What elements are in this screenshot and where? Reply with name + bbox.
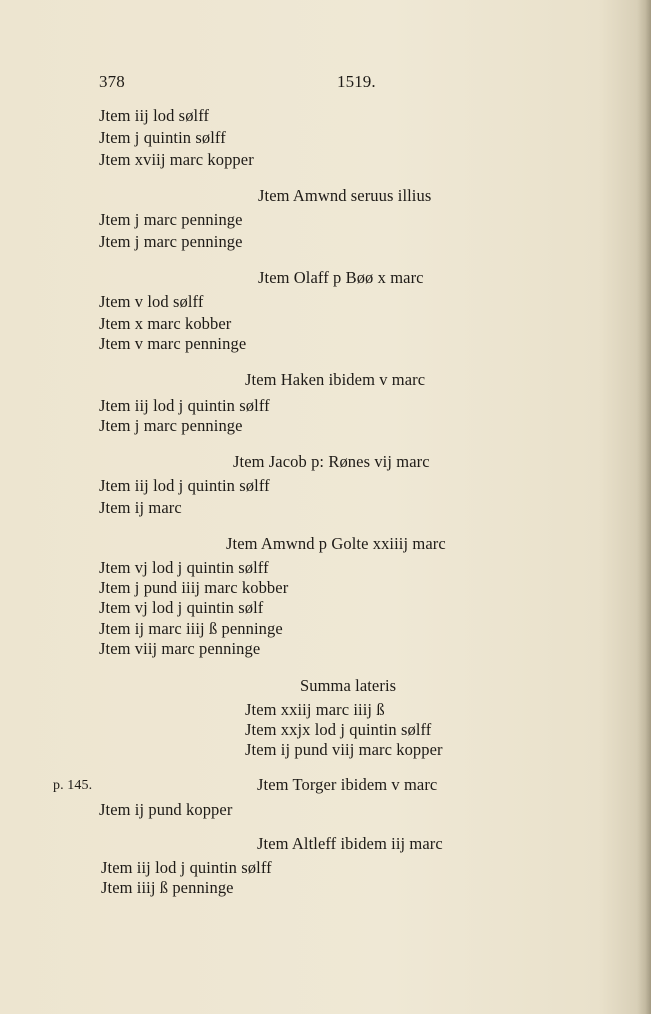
- entry-heading: Jtem Olaff p Bøø x marc: [258, 268, 424, 287]
- entry-line: Jtem j pund iiij marc kobber: [99, 578, 289, 597]
- entry-heading: Jtem Amwnd p Golte xxiiij marc: [226, 534, 446, 553]
- entry-line: Jtem ij pund kopper: [99, 800, 233, 819]
- entry-line: Jtem j quintin sølff: [99, 128, 226, 147]
- entry-line: Jtem iij lod sølff: [99, 106, 210, 125]
- entry-line: Jtem iij lod j quintin sølff: [99, 476, 270, 495]
- entry-line: Jtem v marc penninge: [99, 334, 247, 353]
- entry-line: Jtem v lod sølff: [99, 292, 204, 311]
- summa-heading: Summa lateris: [300, 676, 397, 695]
- entry-line: Jtem iij lod j quintin sølff: [99, 396, 270, 415]
- entry-line: Jtem iiij ß penninge: [101, 878, 234, 897]
- page-edge-shadow: [637, 0, 651, 1014]
- entry-line: Jtem iij lod j quintin sølff: [101, 858, 272, 877]
- entry-line: Jtem xviij marc kopper: [99, 150, 254, 169]
- entry-heading: Jtem Torger ibidem v marc: [257, 775, 438, 794]
- entry-line: Jtem viij marc penninge: [99, 639, 261, 658]
- year-heading: 1519.: [337, 72, 376, 91]
- entry-line: Jtem ij marc iiij ß penninge: [99, 619, 283, 638]
- entry-line: Jtem vj lod j quintin sølff: [99, 558, 269, 577]
- entry-heading: Jtem Jacob p: Rønes vij marc: [233, 452, 430, 471]
- summa-line: Jtem ij pund viij marc kopper: [245, 740, 443, 759]
- margin-note: p. 145.: [53, 778, 93, 793]
- entry-heading: Jtem Amwnd seruus illius: [258, 186, 432, 205]
- entry-line: Jtem ij marc: [99, 498, 182, 517]
- entry-line: Jtem j marc penninge: [99, 416, 243, 435]
- entry-line: Jtem vj lod j quintin sølf: [99, 598, 264, 617]
- entry-heading: Jtem Haken ibidem v marc: [245, 370, 426, 389]
- entry-line: Jtem j marc penninge: [99, 210, 243, 229]
- entry-heading: Jtem Altleff ibidem iij marc: [257, 834, 443, 853]
- page-number: 378: [99, 72, 125, 91]
- entry-line: Jtem x marc kobber: [99, 314, 232, 333]
- entry-line: Jtem j marc penninge: [99, 232, 243, 251]
- summa-line: Jtem xxiij marc iiij ß: [245, 700, 385, 719]
- summa-line: Jtem xxjx lod j quintin sølff: [245, 720, 432, 739]
